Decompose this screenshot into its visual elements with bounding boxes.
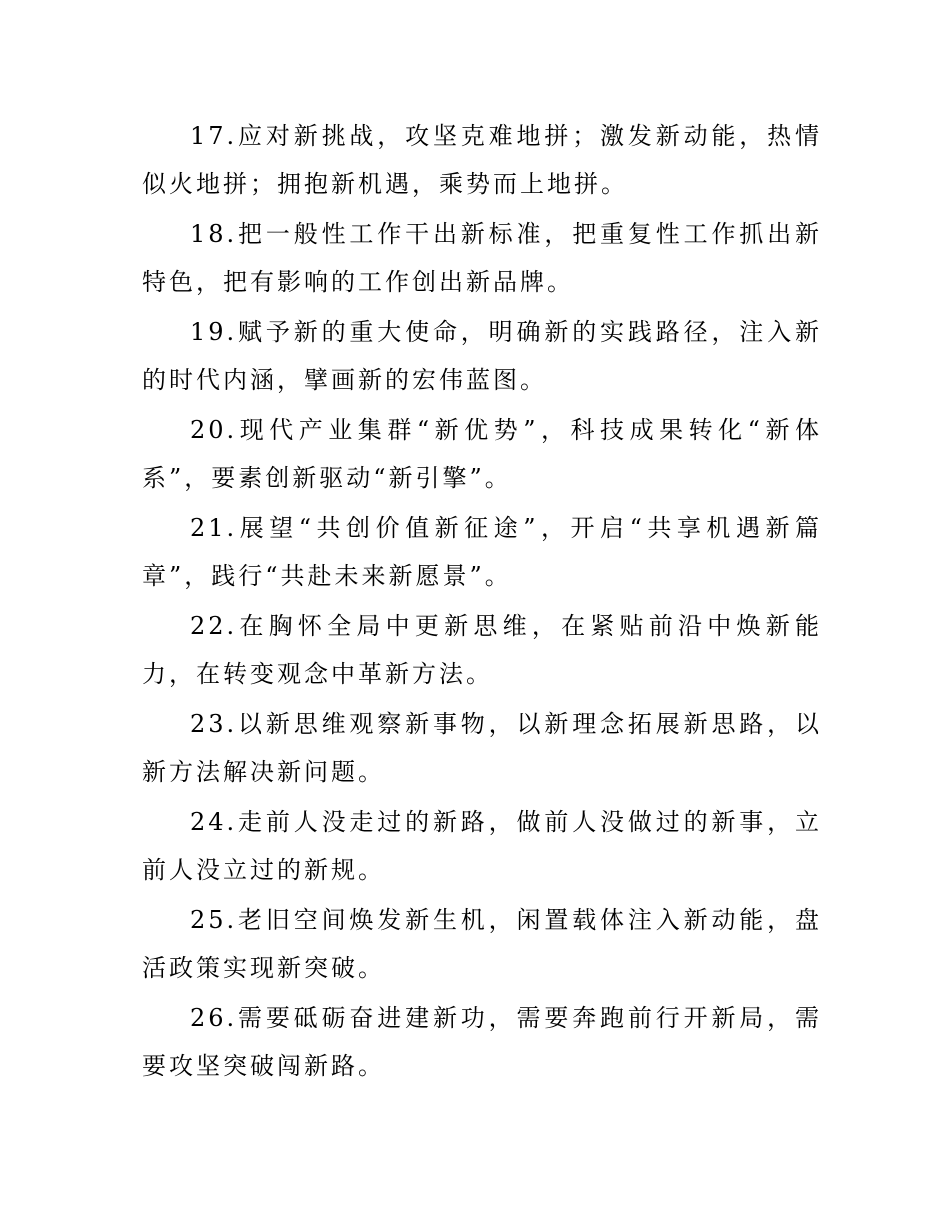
paragraph-19: 19.赋予新的重大使命，明确新的实践路径，注入新的时代内涵，擘画新的宏伟蓝图。 — [142, 318, 822, 394]
paragraph-25: 25.老旧空间焕发新生机，闲置载体注入新动能，盘活政策实现新突破。 — [142, 906, 822, 982]
paragraph-21: 21.展望“共创价值新征途”，开启“共享机遇新篇章”，践行“共赴未来新愿景”。 — [142, 514, 822, 590]
document-body — [142, 112, 822, 1092]
paragraph-20: 20.现代产业集群“新优势”，科技成果转化“新体系”，要素创新驱动“新引擎”。 — [142, 416, 822, 492]
paragraph-17: 17.应对新挑战，攻坚克难地拼；激发新动能，热情似火地拼；拥抱新机遇，乘势而上地拼。 — [142, 122, 822, 198]
paragraph-26: 26.需要砥砺奋进建新功，需要奔跑前行开新局，需要攻坚突破闯新路。 — [142, 1004, 822, 1080]
paragraph-23: 23.以新思维观察新事物，以新理念拓展新思路，以新方法解决新问题。 — [142, 710, 822, 786]
paragraph-18: 18.把一般性工作干出新标准，把重复性工作抓出新特色，把有影响的工作创出新品牌。 — [142, 220, 822, 296]
paragraph-24: 24.走前人没走过的新路，做前人没做过的新事，立前人没立过的新规。 — [142, 808, 822, 884]
paragraph-22: 22.在胸怀全局中更新思维，在紧贴前沿中焕新能力，在转变观念中革新方法。 — [142, 612, 822, 688]
